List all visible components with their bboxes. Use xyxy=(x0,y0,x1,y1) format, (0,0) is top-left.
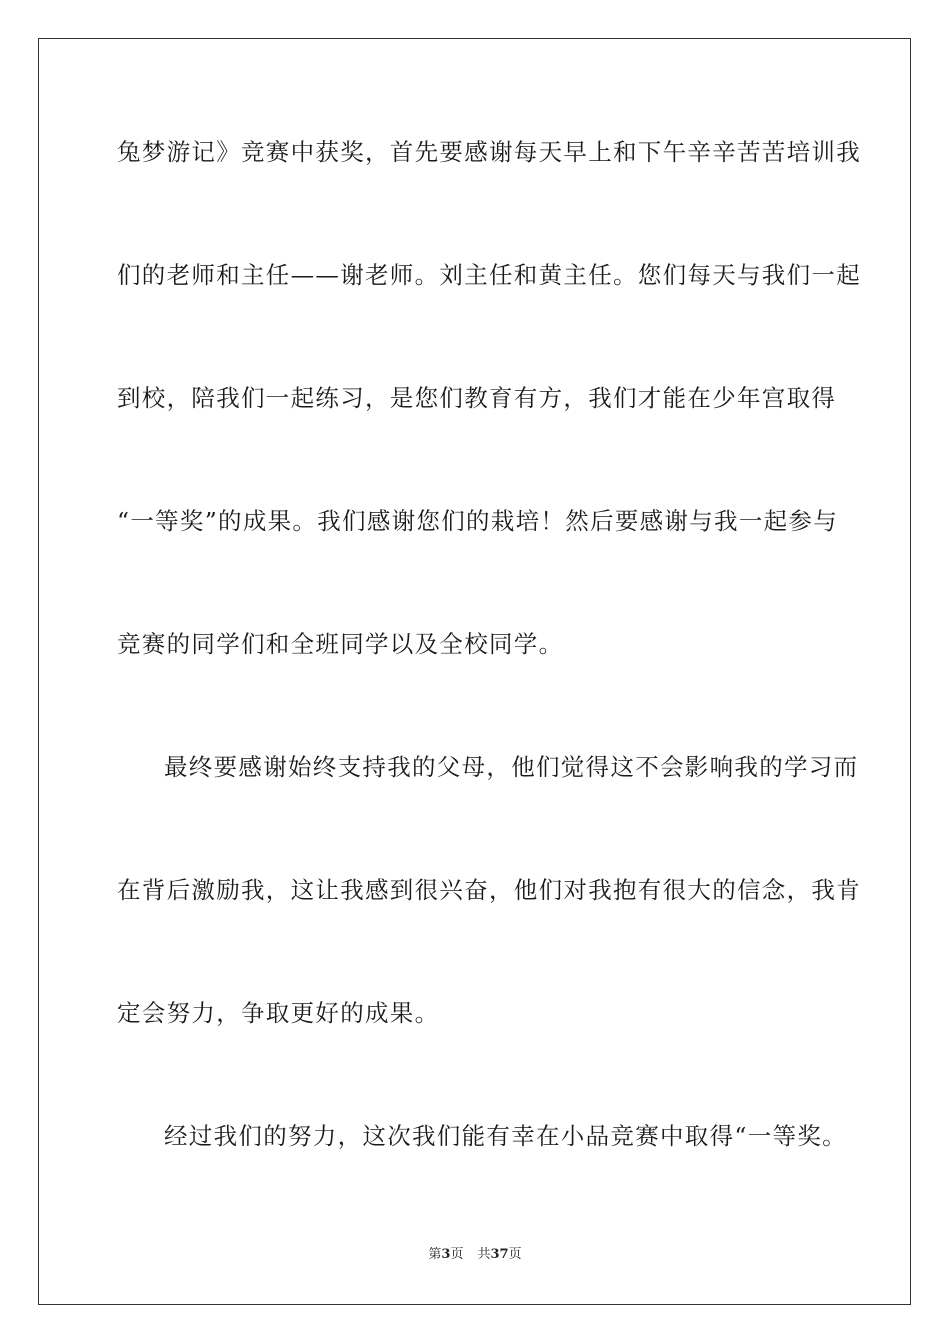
page-suffix: 页 xyxy=(450,1247,464,1262)
text-line: 们的老师和主任——谢老师。刘主任和黄主任。您们每天与我们一起 xyxy=(117,261,861,289)
text-line: 在背后激励我，这让我感到很兴奋，他们对我抱有很大的信念，我肯 xyxy=(117,876,861,904)
text-line: 到校，陪我们一起练习，是您们教育有方，我们才能在少年宫取得 xyxy=(117,384,837,412)
total-page-count: 37 xyxy=(490,1247,509,1262)
text-line: 竞赛的同学们和全班同学以及全校同学。 xyxy=(117,630,564,658)
current-page-number: 3 xyxy=(441,1247,451,1262)
paragraph-first-line: 经过我们的努力，这次我们能有幸在小品竞赛中取得“一等奖。 xyxy=(164,1122,847,1150)
page-border xyxy=(38,38,911,1305)
text-line: 兔梦游记》竞赛中获奖，首先要感谢每天早上和下午辛辛苦苦培训我 xyxy=(117,138,861,166)
text-line: “一等奖”的成果。我们感谢您们的栽培！然后要感谢与我一起参与 xyxy=(117,507,839,535)
page-prefix: 第 xyxy=(428,1247,442,1262)
text-line: 定会努力，争取更好的成果。 xyxy=(117,999,440,1027)
page-footer xyxy=(0,1246,950,1264)
paragraph-first-line: 最终要感谢始终支持我的父母，他们觉得这不会影响我的学习而 xyxy=(164,753,859,781)
total-suffix: 页 xyxy=(508,1247,522,1262)
total-prefix: 共 xyxy=(477,1247,491,1262)
